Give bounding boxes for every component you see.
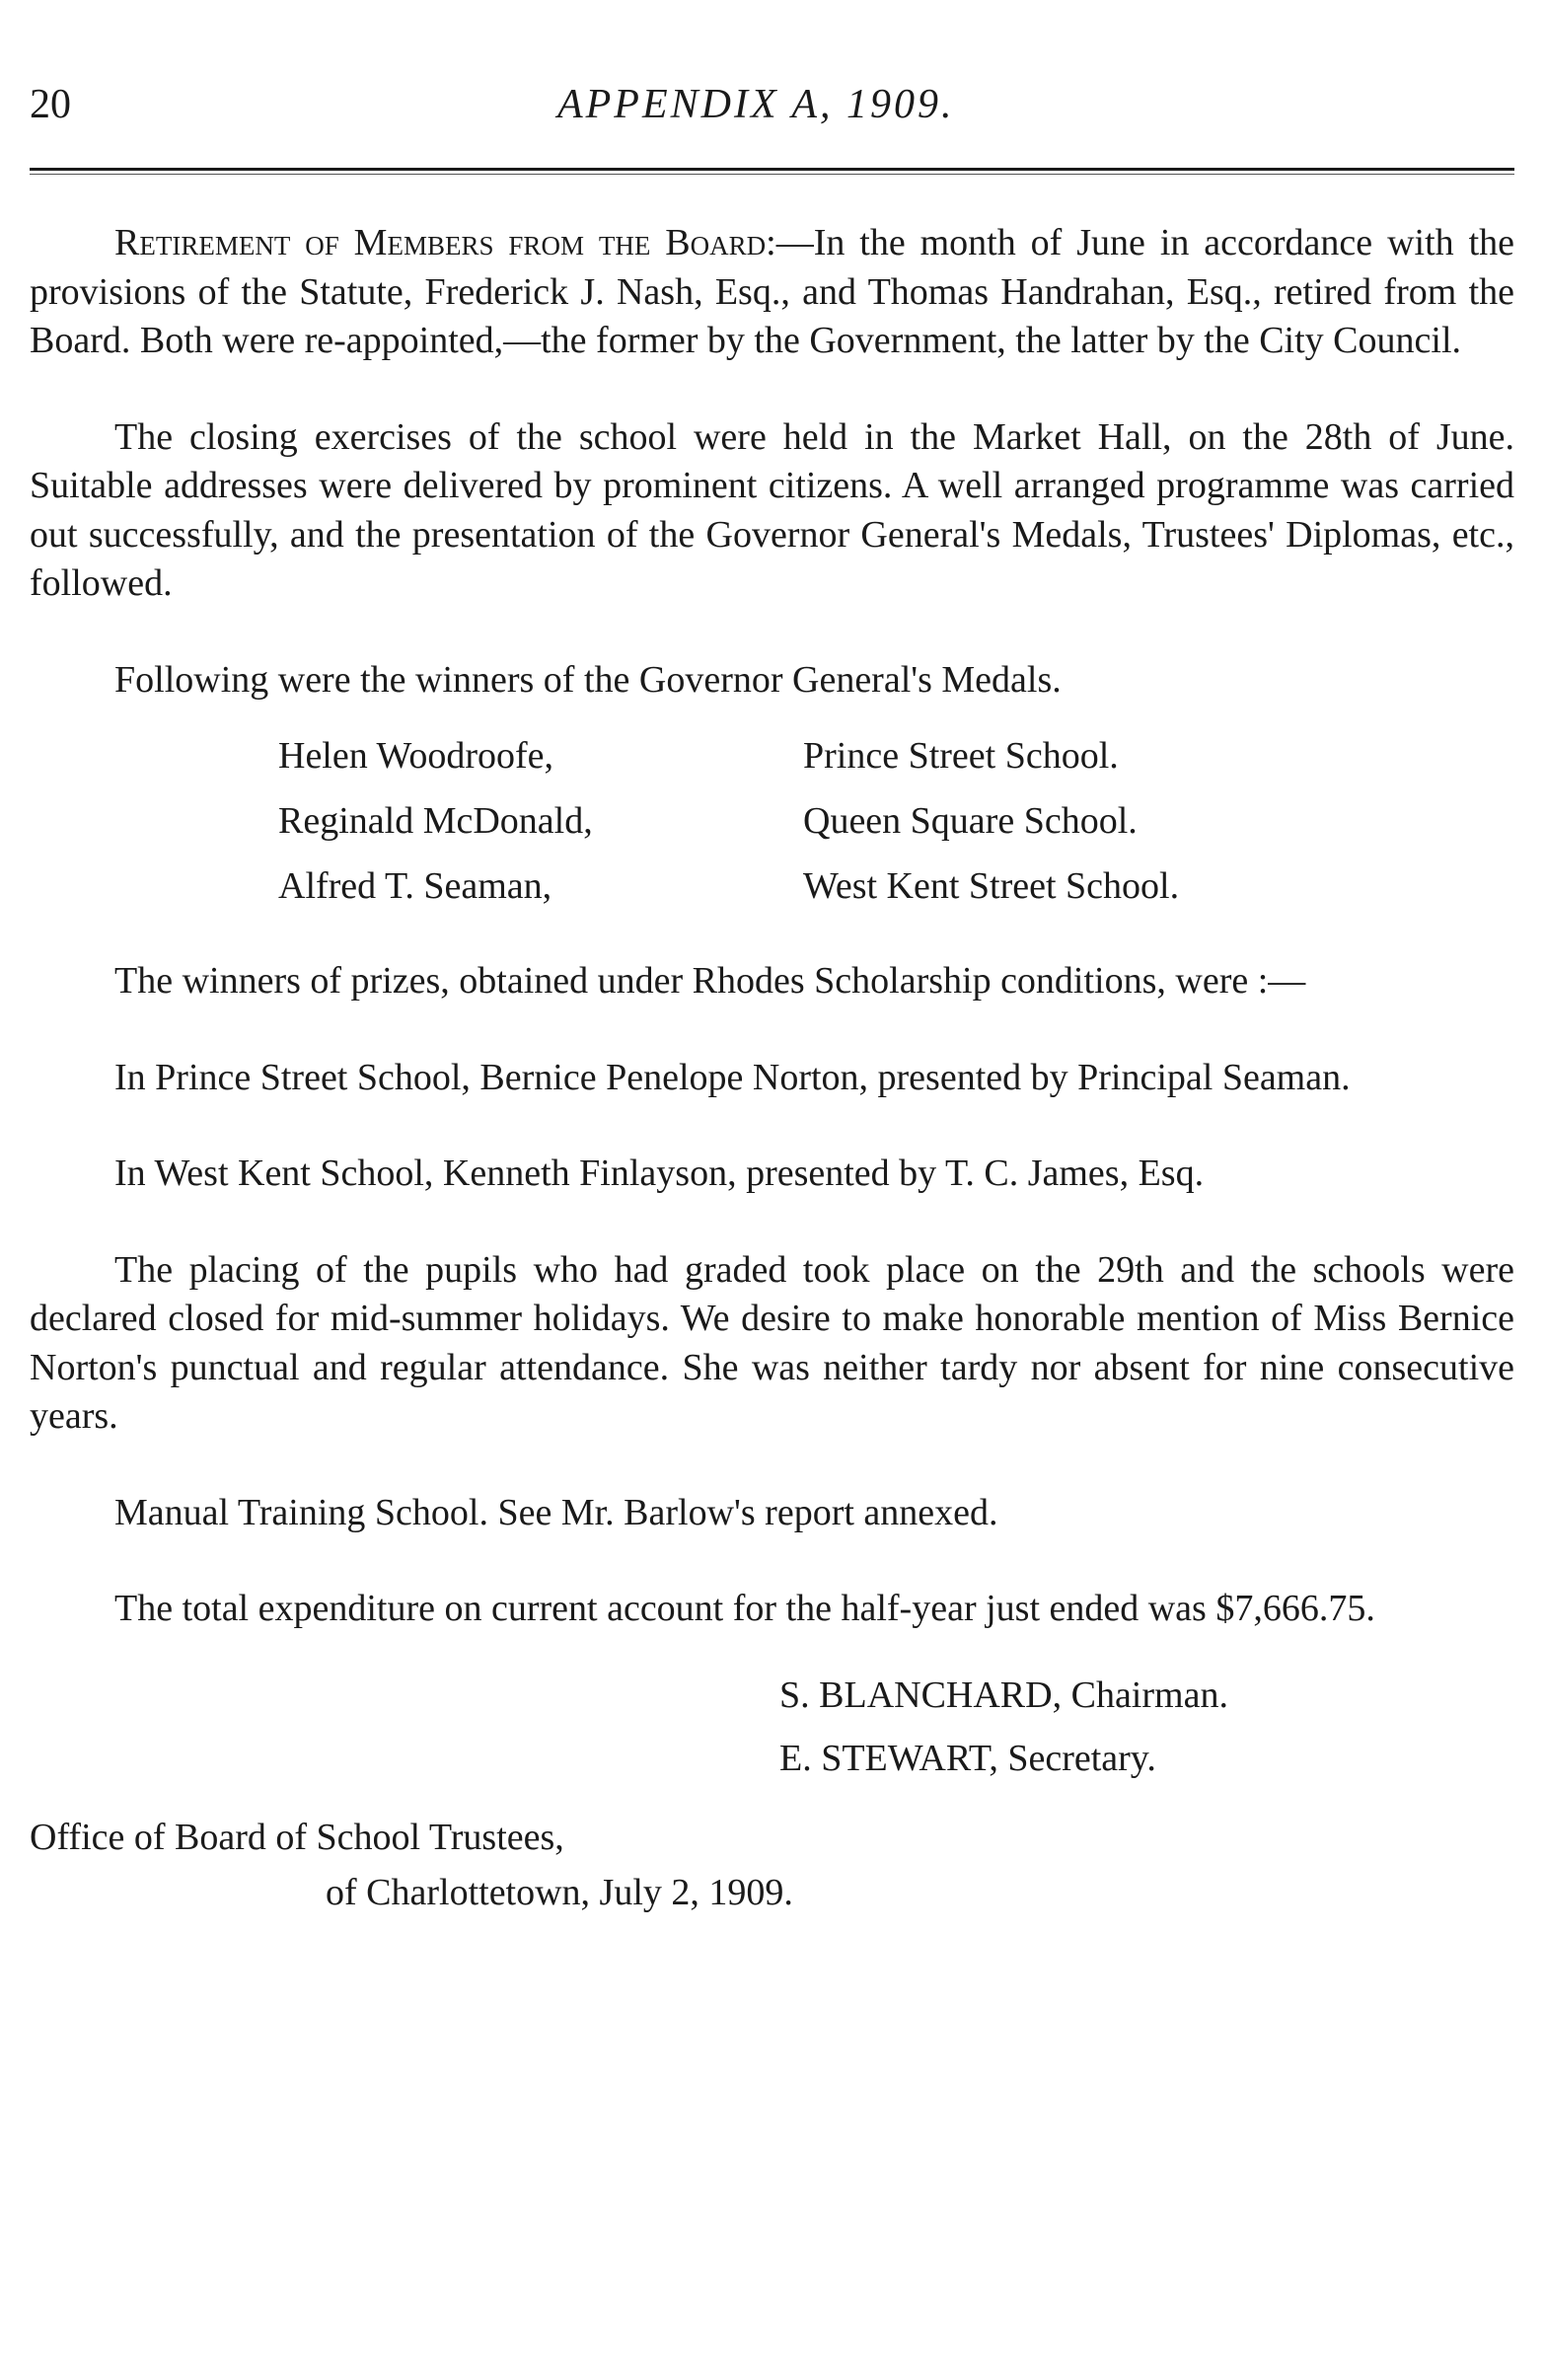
page-header	[0, 81, 1545, 140]
list-item	[30, 797, 1514, 862]
medal-winner-school: Prince Street School.	[803, 735, 1119, 777]
medals-intro-paragraph: Following were the winners of the Governor General's Medals.	[114, 658, 1062, 701]
page-number: 20	[30, 82, 71, 127]
chairman-signature: S. BLANCHARD, Chairman.	[779, 1673, 1228, 1716]
running-title: APPENDIX A, 1909.	[557, 82, 955, 127]
west-kent-prize-paragraph: In West Kent School, Kenneth Finlayson, presented by T. C. James, Esq.	[114, 1153, 1205, 1194]
prince-street-prize-paragraph: In Prince Street School, Bernice Penelope Norton, presented by Principal Seaman.	[114, 1056, 1351, 1098]
retirement-paragraph	[30, 219, 1514, 366]
list-item	[30, 862, 1514, 928]
office-block	[30, 1814, 1514, 1924]
list-item	[30, 732, 1514, 797]
closing-exercises-paragraph: The closing exercises of the school were held in the Market Hall, on the 28th of June. Suitable addresses were delivered by prominent citizens. A well arranged programme was carried out successfully, and the presentation of the Governor General's Medals, Trustees' Diplomas, etc., followed.	[30, 415, 1514, 604]
medal-winner-school: West Kent Street School.	[803, 865, 1180, 907]
placing-paragraph: The placing of the pupils who had graded took place on the 29th and the schools were declared closed for mid-summer holidays. We desire to make honorable mention of Miss Bernice Norton's punctual and regular attendance. She was neither tardy nor absent for nine consecutive years.	[30, 1248, 1514, 1437]
medal-winner-school: Queen Square School.	[803, 800, 1138, 842]
office-line-2: of Charlottetown, July 2, 1909.	[326, 1871, 793, 1913]
retirement-text: —In the month of June in accordance with the provisions of the Statute, Frederick J. Nash, Esq., and Thomas Handrahan, Esq., retired from the Board. Both were re-appointed,—the former by the Government, the latter by the City Council.	[30, 222, 1514, 361]
header-rule	[30, 168, 1514, 171]
expenditure-paragraph: The total expenditure on current account for the half-year just ended was $7,666.75.	[114, 1588, 1375, 1629]
medal-winner-name: Reginald McDonald,	[278, 800, 593, 842]
manual-training-paragraph: Manual Training School. See Mr. Barlow's report annexed.	[114, 1491, 998, 1533]
medal-winners-list	[30, 732, 1514, 928]
document-body	[30, 219, 1514, 1924]
medal-winner-name: Helen Woodroofe,	[278, 735, 554, 777]
rhodes-intro-paragraph: The winners of prizes, obtained under Rhodes Scholarship conditions, were :—	[114, 960, 1306, 1002]
retirement-heading: Retirement of Members from the Board:	[114, 222, 776, 263]
office-line-1: Office of Board of School Trustees,	[30, 1816, 564, 1858]
signature-block	[30, 1672, 1514, 1798]
header-rule-thin	[30, 174, 1514, 175]
secretary-signature: E. STEWART, Secretary.	[779, 1737, 1156, 1779]
medal-winner-name: Alfred T. Seaman,	[278, 865, 552, 907]
